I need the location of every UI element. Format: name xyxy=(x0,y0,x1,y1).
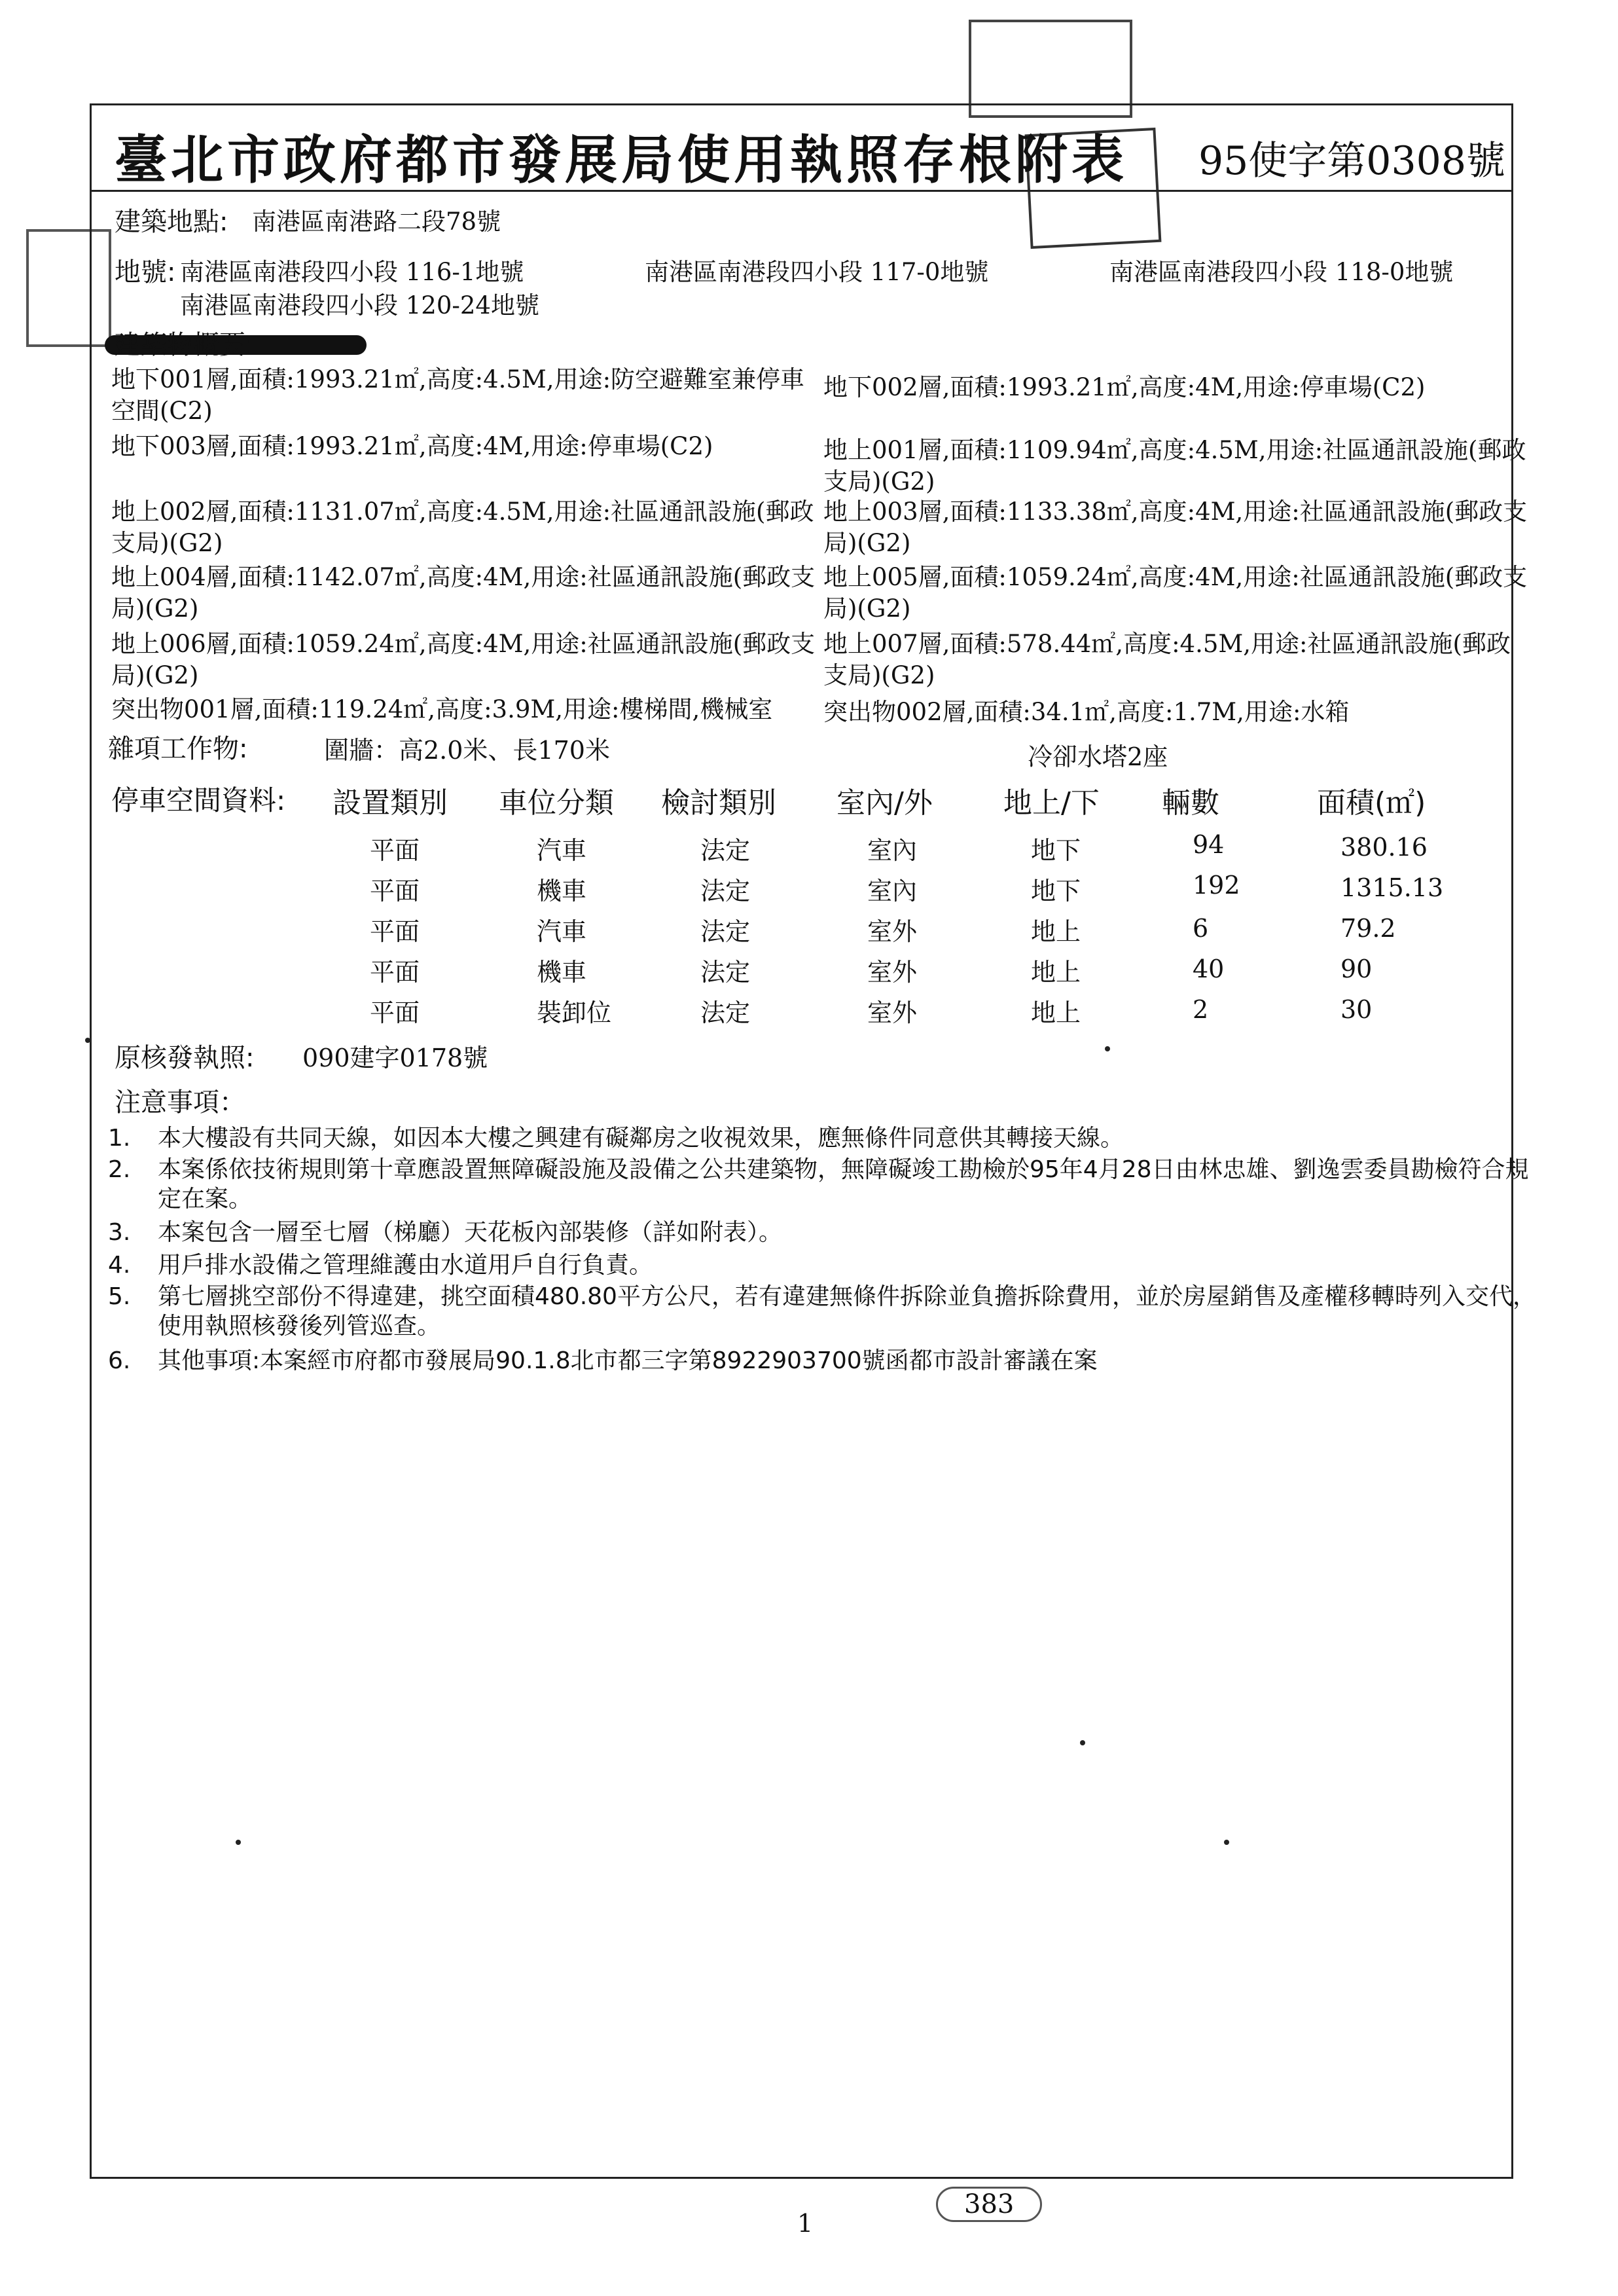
floor-5f: 地上005層,面積:1059.24㎡,高度:4M,用途:社區通訊設施(郵政支局)(G2) xyxy=(823,563,1528,623)
parking-cell: 室外 xyxy=(867,958,918,987)
floor-b2: 地下002層,面積:1993.21㎡,高度:4M,用途:停車場(C2) xyxy=(823,373,1426,401)
misc-item-tower: 冷卻水塔2座 xyxy=(1028,742,1168,771)
parking-cell: 380.16 xyxy=(1340,833,1428,862)
notes-label: 注意事項： xyxy=(115,1087,245,1118)
parking-col-count: 輛數 xyxy=(1162,786,1219,820)
parking-col-area: 面積(㎡) xyxy=(1317,786,1426,820)
parking-cell: 平面 xyxy=(370,877,420,905)
parking-cell: 1315.13 xyxy=(1340,873,1444,902)
parking-cell: 2 xyxy=(1193,995,1209,1024)
parking-cell: 汽車 xyxy=(537,917,587,946)
note-number: 5. xyxy=(108,1283,131,1310)
parking-cell: 40 xyxy=(1193,955,1225,983)
parking-cell: 地下 xyxy=(1031,877,1081,905)
page-number: 1 xyxy=(797,2209,814,2238)
parking-cell: 法定 xyxy=(700,958,751,987)
note-text: 本案係依技術規則第十章應設置無障礙設施及設備之公共建築物，無障礙竣工勘檢於95年4月28日由林忠雄、劉逸雲委員勘檢符合規定在案。 xyxy=(158,1156,1529,1212)
scan-dot xyxy=(1105,1046,1110,1051)
parking-cell: 室內 xyxy=(867,836,918,865)
parking-cell: 平面 xyxy=(370,998,420,1027)
lot-2: 南港區南港段四小段 117-0地號 xyxy=(645,258,989,286)
parking-cell: 192 xyxy=(1193,871,1240,900)
note-item xyxy=(108,1123,1539,1153)
note-item xyxy=(108,1218,1539,1247)
original-permit-label: 原核發執照: xyxy=(115,1043,255,1073)
note-item xyxy=(108,1155,1539,1214)
misc-item-wall: 圍牆：高2.0米、長170米 xyxy=(324,736,610,765)
parking-col-review: 檢討類別 xyxy=(661,786,776,820)
parking-label: 停車空間資料: xyxy=(111,784,286,816)
parking-col-type: 設置類別 xyxy=(333,786,448,820)
note-number: 2. xyxy=(108,1156,131,1183)
floor-7f: 地上007層,面積:578.44㎡,高度:4.5M,用途:社區通訊設施(郵政支局)(G2) xyxy=(823,630,1511,689)
floor-b1: 地下001層,面積:1993.21㎡,高度:4.5M,用途:防空避難室兼停車空間(C2) xyxy=(111,365,805,425)
bottom-stamp-number: 383 xyxy=(936,2187,1042,2222)
parking-cell: 平面 xyxy=(370,958,420,987)
parking-cell: 6 xyxy=(1193,914,1209,943)
floors-header: 建築物概要: xyxy=(115,330,255,360)
parking-cell: 機車 xyxy=(537,958,587,987)
parking-cell: 汽車 xyxy=(537,836,587,865)
note-number: 4. xyxy=(108,1252,131,1279)
scan-dot xyxy=(1224,1840,1229,1845)
note-text: 本案包含一層至七層（梯廳）天花板內部裝修（詳如附表）。 xyxy=(158,1219,783,1246)
floor-r1: 突出物001層,面積:119.24㎡,高度:3.9M,用途:樓梯間,機械室 xyxy=(111,695,773,723)
parking-cell: 法定 xyxy=(700,836,751,865)
floor-1f: 地上001層,面積:1109.94㎡,高度:4.5M,用途:社區通訊設施(郵政支局)(G2) xyxy=(823,436,1526,496)
parking-cell: 30 xyxy=(1340,995,1373,1024)
parking-cell: 室外 xyxy=(867,998,918,1027)
parking-cell: 機車 xyxy=(537,877,587,905)
note-text: 用戶排水設備之管理維護由水道用戶自行負責。 xyxy=(158,1252,653,1279)
scan-dot xyxy=(85,1038,90,1043)
parking-cell: 室外 xyxy=(867,917,918,946)
parking-cell: 94 xyxy=(1193,830,1225,859)
note-item xyxy=(108,1282,1539,1341)
floor-b3: 地下003層,面積:1993.21㎡,高度:4M,用途:停車場(C2) xyxy=(111,432,713,460)
parking-cell: 地上 xyxy=(1031,998,1081,1027)
note-text: 本大樓設有共同天線，如因本大樓之興建有礙鄰房之收視效果，應無條件同意供其轉接天線。 xyxy=(158,1125,1124,1152)
scan-dot xyxy=(1080,1740,1085,1745)
floor-6f: 地上006層,面積:1059.24㎡,高度:4M,用途:社區通訊設施(郵政支局)(G2) xyxy=(111,630,816,689)
parking-cell: 室內 xyxy=(867,877,918,905)
note-number: 3. xyxy=(108,1219,131,1246)
floor-4f: 地上004層,面積:1142.07㎡,高度:4M,用途:社區通訊設施(郵政支局)(G2) xyxy=(111,563,816,623)
parking-cell: 地上 xyxy=(1031,917,1081,946)
parking-cell: 79.2 xyxy=(1340,914,1396,943)
permit-number: 95使字第0308號 xyxy=(1198,138,1505,184)
parking-cell: 地上 xyxy=(1031,958,1081,987)
address-label: 建築地點: xyxy=(115,207,228,237)
original-permit-value: 090建字0178號 xyxy=(302,1044,488,1072)
note-item xyxy=(108,1346,1539,1376)
parking-cell: 平面 xyxy=(370,836,420,865)
note-number: 1. xyxy=(108,1125,131,1152)
parking-cell: 90 xyxy=(1340,955,1373,983)
lot-label: 地號: xyxy=(115,257,176,287)
parking-col-indoor: 室內/外 xyxy=(836,786,933,820)
address-value: 南港區南港路二段78號 xyxy=(252,208,501,236)
note-text: 第七層挑空部份不得違建，挑空面積480.80平方公尺，若有違建無條件拆除並負擔拆除費用，並於房屋銷售及產權移轉時列入交代，使用執照核發後列管巡查。 xyxy=(158,1283,1536,1339)
floor-2f: 地上002層,面積:1131.07㎡,高度:4.5M,用途:社區通訊設施(郵政支局)(G2) xyxy=(111,498,814,557)
title-row xyxy=(90,103,1513,192)
parking-col-vehicle: 車位分類 xyxy=(499,786,614,820)
note-item xyxy=(108,1250,1539,1280)
parking-cell: 裝卸位 xyxy=(537,998,612,1027)
parking-cell: 法定 xyxy=(700,917,751,946)
floor-3f: 地上003層,面積:1133.38㎡,高度:4M,用途:社區通訊設施(郵政支局)(G2) xyxy=(823,498,1528,557)
note-number: 6. xyxy=(108,1347,131,1374)
misc-label: 雜項工作物: xyxy=(108,734,248,764)
note-text: 其他事項:本案經市府都市發展局90.1.8北市都三字第8922903700號函都市設計審議在案 xyxy=(158,1347,1098,1374)
parking-cell: 法定 xyxy=(700,877,751,905)
parking-cell: 地下 xyxy=(1031,836,1081,865)
lot-1: 南港區南港段四小段 116-1地號 xyxy=(180,258,524,286)
document-title: 臺北市政府都市發展局使用執照存根附表 xyxy=(115,129,1128,191)
parking-cell: 平面 xyxy=(370,917,420,946)
parking-cell: 法定 xyxy=(700,998,751,1027)
floor-r2: 突出物002層,面積:34.1㎡,高度:1.7M,用途:水箱 xyxy=(823,698,1350,726)
lot-3: 南港區南港段四小段 118-0地號 xyxy=(1109,258,1454,286)
parking-col-level: 地上/下 xyxy=(1003,786,1100,820)
lot-4: 南港區南港段四小段 120-24地號 xyxy=(180,291,539,319)
scan-dot xyxy=(236,1840,241,1845)
